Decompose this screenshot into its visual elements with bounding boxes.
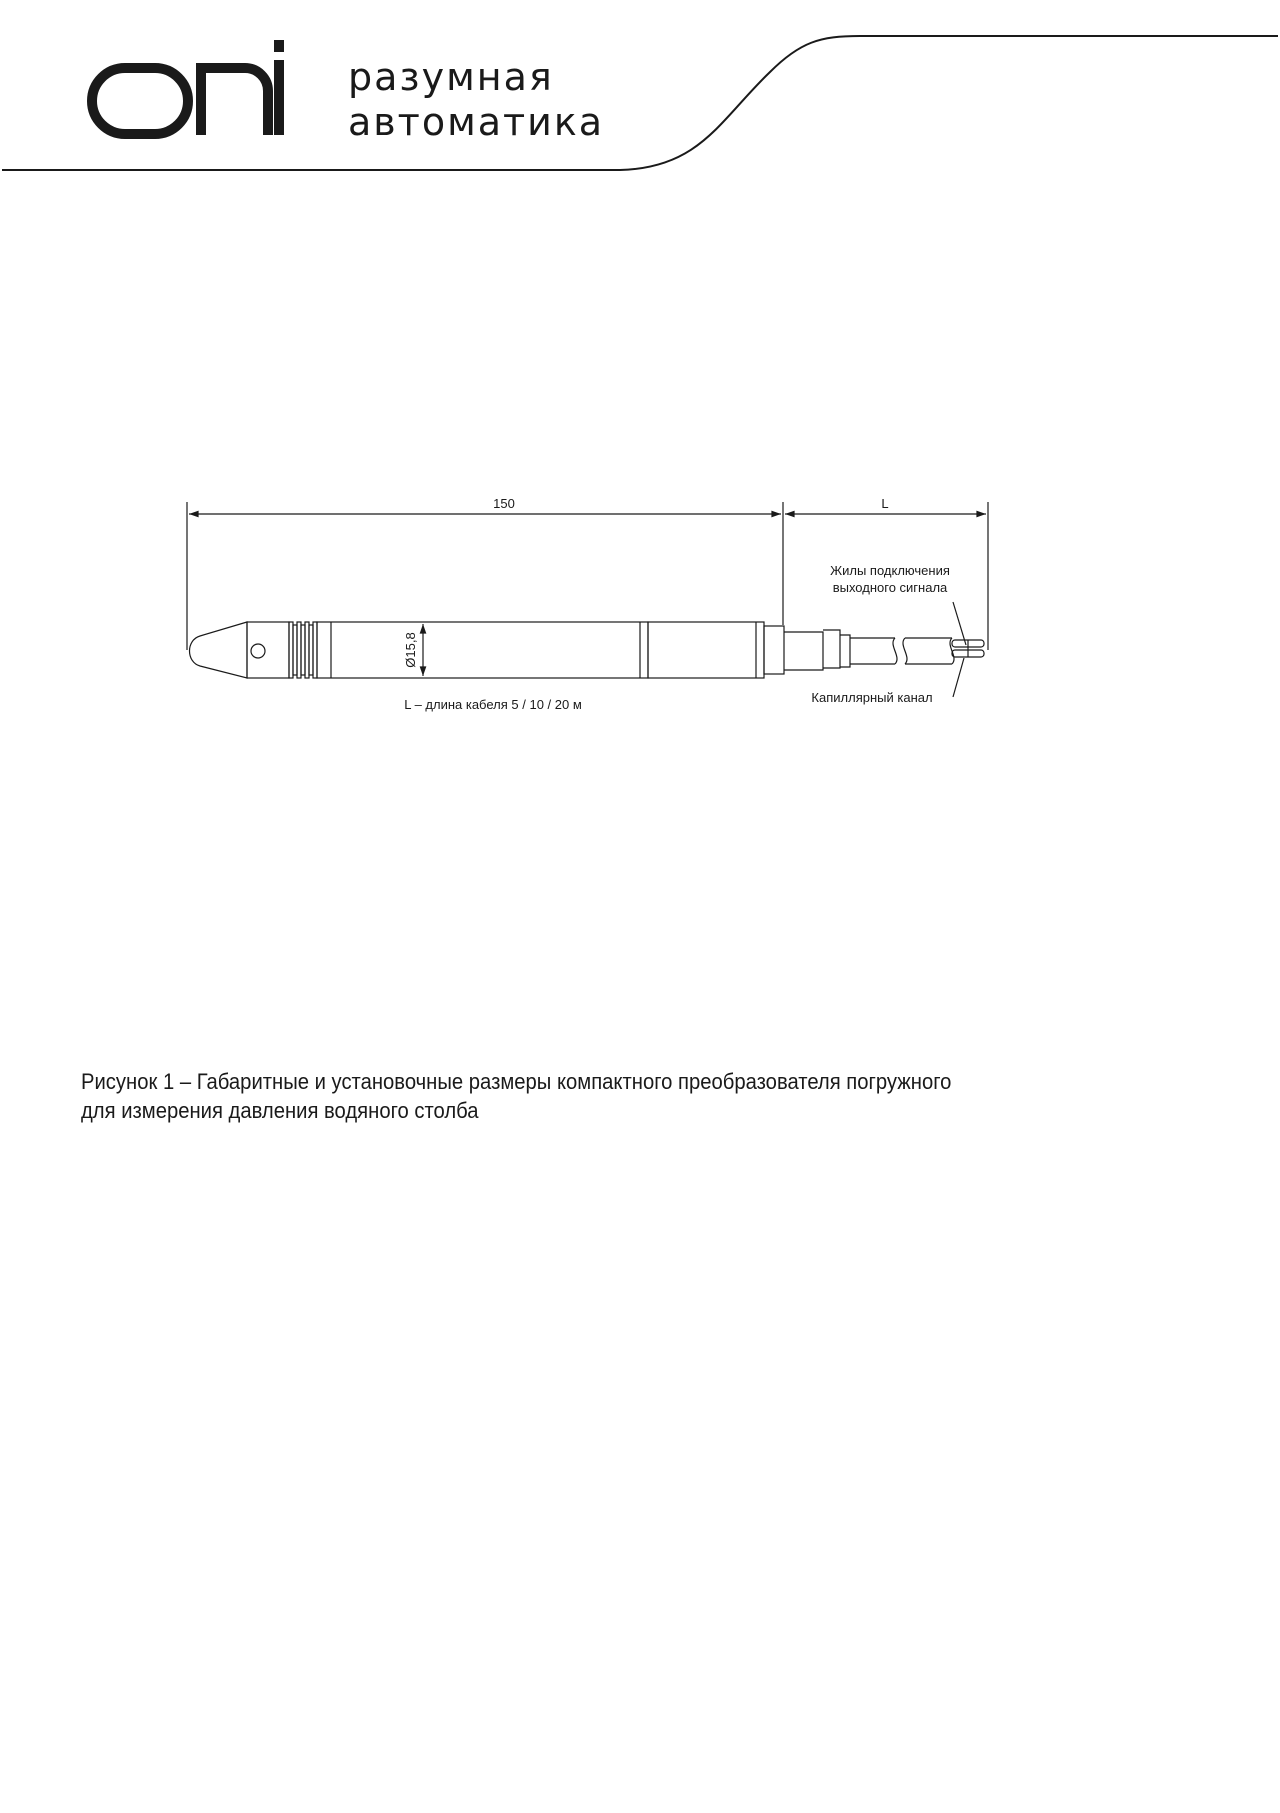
sensor-body-rear — [648, 622, 764, 678]
cable-segment-2 — [850, 638, 895, 664]
technical-drawing — [0, 0, 1280, 800]
sensor-ring-5 — [305, 622, 309, 678]
diameter-label: Ø15,8 — [403, 632, 418, 668]
label-wires-line1: Жилы подключения — [830, 563, 950, 578]
sensor-cable-gland — [764, 626, 784, 674]
tagline-line1: разумная — [348, 55, 554, 99]
sensor-ring-4 — [301, 625, 305, 675]
cable-segment-1 — [784, 632, 823, 670]
leader-line-wires — [953, 602, 966, 645]
sensor-ring-6 — [309, 625, 313, 675]
cable-boot — [823, 630, 840, 668]
sensor-nose-cone — [190, 622, 248, 678]
label-wires-line2: выходного сигнала — [832, 580, 948, 595]
leader-line-capillary — [953, 658, 964, 697]
dimension-label-150: 150 — [493, 496, 515, 511]
sensor-port-hole — [251, 644, 265, 658]
sensor-ring-1 — [289, 622, 293, 678]
caption-line2: для измерения давления водяного столба — [81, 1098, 479, 1123]
sensor-ring-3 — [297, 622, 301, 678]
label-cable-length-note: L – длина кабеля 5 / 10 / 20 м — [404, 697, 582, 712]
cable-break — [893, 638, 897, 664]
cable-segment-3 — [905, 638, 952, 664]
tagline-line2: автоматика — [348, 100, 605, 144]
sensor-ring-2 — [293, 625, 297, 675]
caption-line1: Рисунок 1 – Габаритные и установочные размеры компактного преобразователя погружного — [81, 1069, 952, 1094]
figure-caption — [81, 1067, 1001, 1125]
label-capillary: Капиллярный канал — [811, 690, 933, 705]
sensor-head — [247, 622, 289, 678]
sensor-body — [317, 622, 648, 678]
dimension-label-L: L — [881, 496, 889, 511]
